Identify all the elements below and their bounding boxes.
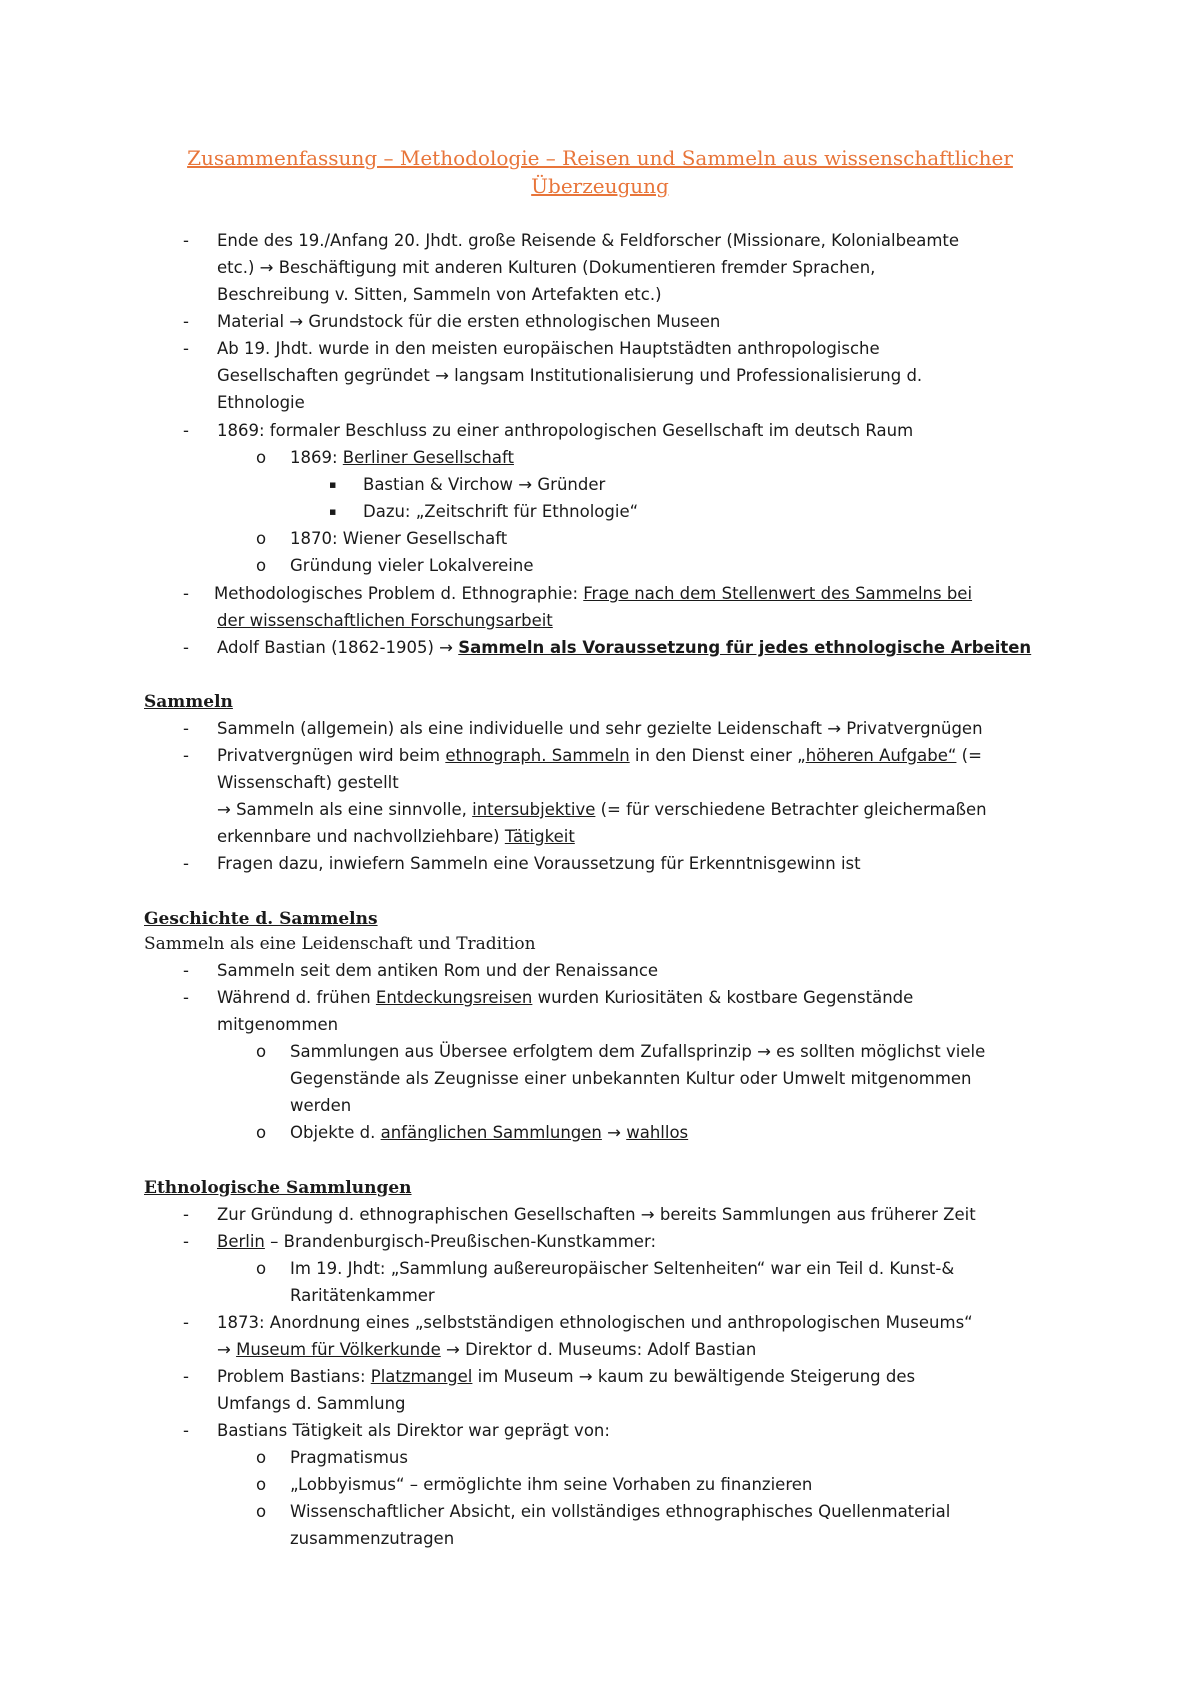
bullet-circle: o	[256, 1042, 267, 1061]
intro-bullet-1-line-3: Beschreibung v. Sitten, Sammeln von Artefakten etc.)	[217, 285, 662, 304]
underlined-text: höheren Aufgabe“	[805, 746, 957, 765]
text-span: (=	[956, 746, 982, 765]
text-span: 1869:	[290, 448, 343, 467]
bullet-dash: -	[183, 638, 189, 657]
text-span: im Museum → kaum zu bewältigende Steigerung des	[472, 1367, 916, 1386]
ethno-sub-4-line-1: Wissenschaftlicher Absicht, ein vollständiges ethnographisches Quellenmaterial	[290, 1502, 951, 1521]
bullet-circle: o	[256, 529, 267, 548]
intro-bullet-3-line-1: Ab 19. Jhdt. wurde in den meisten europäischen Hauptstädten anthropologische	[217, 339, 880, 358]
underlined-text: Frage nach dem Stellenwert des Sammelns bei	[583, 584, 973, 603]
bullet-circle: o	[256, 448, 267, 467]
geschichte-sub-1-line-1: Sammlungen aus Übersee erfolgtem dem Zufallsprinzip → es sollten möglichst viele	[290, 1042, 986, 1061]
bullet-dash: -	[183, 854, 189, 873]
text-span: Problem Bastians:	[217, 1367, 371, 1386]
ethno-sub-1-line-2: Raritätenkammer	[290, 1286, 435, 1305]
berliner-gesellschaft-text: Berliner Gesellschaft	[342, 448, 514, 467]
bullet-dash: -	[183, 231, 189, 250]
underlined-text: anfänglichen Sammlungen	[380, 1123, 602, 1142]
section-subheading: Sammeln als eine Leidenschaft und Tradition	[144, 934, 536, 954]
bullet-dash: -	[183, 719, 189, 738]
ethno-bullet-2	[217, 1231, 656, 1253]
bullet-dash: -	[183, 312, 189, 331]
geschichte-sub-2	[290, 1122, 688, 1144]
bullet-dash: -	[183, 988, 189, 1007]
intro-sub-wien: 1870: Wiener Gesellschaft	[290, 529, 508, 548]
bullet-dash: -	[183, 421, 189, 440]
intro-bullet-1-line-2: etc.) → Beschäftigung mit anderen Kulturen (Dokumentieren fremder Sprachen,	[217, 258, 876, 277]
text-span: → Direktor d. Museums: Adolf Bastian	[440, 1340, 757, 1359]
ethno-sub-4-line-2: zusammenzutragen	[290, 1529, 455, 1548]
bullet-dash: -	[183, 1313, 189, 1332]
sammeln-bullet-2-line-2: Wissenschaft) gestellt	[217, 773, 399, 792]
bullet-dash: -	[183, 339, 189, 358]
bullet-square: ▪	[329, 505, 337, 518]
bullet-dash: -	[183, 1205, 189, 1224]
ethno-sub-2: Pragmatismus	[290, 1448, 408, 1467]
intro-bullet-4: 1869: formaler Beschluss zu einer anthropologischen Gesellschaft im deutsch Raum	[217, 421, 914, 440]
sammeln-bullet-1: Sammeln (allgemein) als eine individuelle und sehr gezielte Leidenschaft → Privatvergnügen	[217, 719, 983, 738]
geschichte-sub-1-line-3: werden	[290, 1096, 352, 1115]
ethno-bullet-5: Bastians Tätigkeit als Direktor war geprägt von:	[217, 1421, 610, 1440]
section-heading-ethnologische-sammlungen: Ethnologische Sammlungen	[144, 1178, 412, 1198]
intro-sub-berlin	[290, 447, 514, 469]
ethno-bullet-3-line-2	[217, 1339, 756, 1361]
title-line-2: Überzeugung	[531, 174, 669, 198]
sammeln-bullet-2-line-1	[217, 745, 982, 767]
geschichte-bullet-2-line-2: mitgenommen	[217, 1015, 339, 1034]
text-span: →	[601, 1123, 627, 1142]
ethno-bullet-4-line-1	[217, 1366, 915, 1388]
text-span: wurden Kuriositäten & kostbare Gegenstände	[532, 988, 914, 1007]
text-span: Objekte d.	[290, 1123, 381, 1142]
underlined-text: wahllos	[626, 1123, 689, 1142]
ethno-bullet-4-line-2: Umfangs d. Sammlung	[217, 1394, 406, 1413]
bullet-circle: o	[256, 1259, 267, 1278]
intro-bullet-6	[217, 637, 1031, 659]
intro-bullet-1-line-1: Ende des 19./Anfang 20. Jhdt. große Reisende & Feldforscher (Missionare, Kolonialbeamte	[217, 231, 960, 250]
text-span: (= für verschiedene Betrachter gleichermaßen	[595, 800, 987, 819]
bullet-dash: -	[183, 746, 189, 765]
text-span: Adolf Bastian (1862-1905) →	[217, 638, 459, 657]
underlined-text: der wissenschaftlichen Forschungsarbeit	[217, 611, 553, 630]
bold-underlined-text: Sammeln als Voraussetzung für jedes ethnologische Arbeiten	[458, 638, 1032, 657]
ethno-bullet-1: Zur Gründung d. ethnographischen Gesellschaften → bereits Sammlungen aus früherer Zeit	[217, 1205, 976, 1224]
bullet-dash: -	[183, 1367, 189, 1386]
geschichte-sub-1-line-2: Gegenstände als Zeugnisse einer unbekannten Kultur oder Umwelt mitgenommen	[290, 1069, 972, 1088]
underlined-text: Platzmangel	[370, 1367, 473, 1386]
text-span: Methodologisches Problem d. Ethnographie:	[214, 584, 584, 603]
page-title	[150, 144, 1050, 200]
geschichte-bullet-2-line-1	[217, 987, 913, 1009]
bullet-circle: o	[256, 556, 267, 575]
text-span: → Sammeln als eine sinnvolle,	[217, 800, 473, 819]
bullet-circle: o	[256, 1123, 267, 1142]
underlined-text: Museum für Völkerkunde	[236, 1340, 441, 1359]
intro-subsub-2: Dazu: „Zeitschrift für Ethnologie“	[363, 502, 639, 521]
underlined-text: Berlin	[217, 1232, 265, 1251]
bullet-dash: -	[183, 1421, 189, 1440]
ethno-sub-1-line-1: Im 19. Jhdt: „Sammlung außereuropäischer Seltenheiten“ war ein Teil d. Kunst-&	[290, 1259, 955, 1278]
underlined-text: ethnograph. Sammeln	[445, 746, 630, 765]
text-span: in den Dienst einer „	[629, 746, 806, 765]
intro-bullet-3-line-3: Ethnologie	[217, 393, 305, 412]
sammeln-bullet-2-line-3	[217, 799, 987, 821]
intro-sub-lokal: Gründung vieler Lokalvereine	[290, 556, 534, 575]
underlined-text: intersubjektive	[472, 800, 596, 819]
intro-bullet-3-line-2: Gesellschaften gegründet → langsam Institutionalisierung und Professionalisierung d.	[217, 366, 923, 385]
intro-bullet-5-line-2	[217, 610, 553, 632]
title-line-1: Zusammenfassung – Methodologie – Reisen und Sammeln aus wissenschaftlicher	[187, 146, 1013, 170]
intro-bullet-5-line-1	[214, 583, 972, 605]
text-span: Privatvergnügen wird beim	[217, 746, 446, 765]
underlined-text: Tätigkeit	[504, 827, 575, 846]
sammeln-bullet-2-line-4	[217, 826, 575, 848]
bullet-circle: o	[256, 1448, 267, 1467]
bullet-dash: -	[183, 1232, 189, 1251]
text-span: – Brandenburgisch-Preußischen-Kunstkammer:	[264, 1232, 657, 1251]
ethno-bullet-3-line-1: 1873: Anordnung eines „selbstständigen ethnologischen und anthropologischen Museums“	[217, 1313, 973, 1332]
sammeln-bullet-3: Fragen dazu, inwiefern Sammeln eine Voraussetzung für Erkenntnisgewinn ist	[217, 854, 861, 873]
bullet-circle: o	[256, 1502, 267, 1521]
section-heading-geschichte: Geschichte d. Sammelns	[144, 909, 378, 929]
geschichte-bullet-1: Sammeln seit dem antiken Rom und der Renaissance	[217, 961, 659, 980]
intro-subsub-1: Bastian & Virchow → Gründer	[363, 475, 606, 494]
text-span: Während d. frühen	[217, 988, 376, 1007]
text-span: erkennbare und nachvollziehbare)	[217, 827, 505, 846]
bullet-dash: -	[183, 584, 189, 603]
bullet-circle: o	[256, 1475, 267, 1494]
bullet-square: ▪	[329, 478, 337, 491]
section-heading-sammeln: Sammeln	[144, 692, 233, 712]
underlined-text: Entdeckungsreisen	[375, 988, 533, 1007]
bullet-dash: -	[183, 961, 189, 980]
text-span: →	[217, 1340, 237, 1359]
ethno-sub-3: „Lobbyismus“ – ermöglichte ihm seine Vorhaben zu finanzieren	[290, 1475, 813, 1494]
intro-bullet-2: Material → Grundstock für die ersten ethnologischen Museen	[217, 312, 721, 331]
